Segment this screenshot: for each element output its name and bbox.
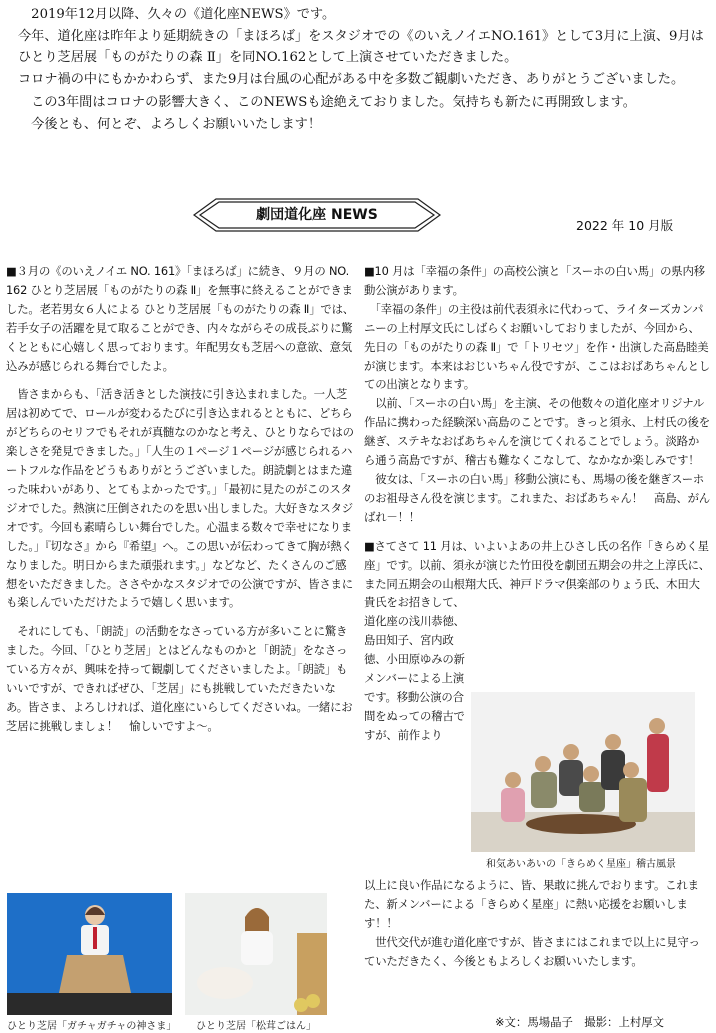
article-paragraph: ■さてさて 11 月は、いよいよあの井上ひさし氏の名作「きらめく星座」です。以前、須永が演じた竹田役を劇団五期会の井之上淳氏に、また同五期会の山根翔大氏、神戸ドラマ倶楽部のりょう氏、木田大貴氏をお招きして、 (364, 538, 710, 610)
article-paragraph: 「幸福の条件」の主役は前代表須永に代わって、ライターズカンパニーの上村厚文氏にしばらくお願いしておりましたが、今回から、先日の「ものがたりの森 Ⅱ」で「トリセツ」を作・出演した高島睦美が演じます。本来はおじいちゃん役ですが、ここはおばあちゃんとしての出演となります。 (364, 301, 710, 392)
intro-message (18, 4, 708, 135)
article-paragraph: それにしても、「朗読」の活動をなさっている方が多いことに驚きました。今回、「ひとり芝居」とはどんなものかと「朗読」をなさっている方々が、興味を持って観劇してくださいましたよ。「朗読」もいいですが、できればぜひ、「芝居」にも挑戦していただきたいなあ。皆さま、よろしければ、道化座にいらしてくださいね。一緒にお芝居に挑戦しましょ！ 愉しいですよ～。 (6, 624, 353, 733)
left-column (6, 262, 356, 736)
intro-line: 今後とも、何とぞ、よろしくお願いいたします！ (18, 116, 322, 132)
news-banner (192, 197, 442, 233)
article-wrap-text: 道化座の浅川恭徳、島田知子、宮内政徳、小田原ゆみの新メンバーによる上演です。移動公演の合間をぬっての稽古ですが、前作より (364, 614, 465, 742)
credit-line: ※文：馬場晶子 撮影：上村厚文 (495, 1015, 665, 1029)
performance-photo-caption: ひとり芝居「松茸ごはん」 (196, 1021, 316, 1032)
article-paragraph: 世代交代が進む道化座ですが、皆さまにはこれまで以上に見守っていただきたく、今後ともよろしくお願いいたします。 (364, 934, 700, 968)
right-column-continued (364, 876, 710, 971)
right-column (364, 262, 710, 745)
intro-line: この3年間はコロナの影響大きく、このNEWSも途絶えておりました。気持ちも新たに再開致します。 (18, 95, 636, 110)
intro-line: 2019年12月以降、久々の《道化座NEWS》です。 (18, 7, 336, 22)
performance-photo-caption: ひとり芝居「ガチャガチャの神さま」 (7, 1021, 177, 1032)
performance-photo-gachagacha (7, 893, 172, 1015)
rehearsal-photo-caption: 和気あいあいの「きらめく星座」稽古風景 (486, 859, 676, 870)
issue-date: 2022 年 10 月版 (576, 218, 674, 233)
article-paragraph: 以上に良い作品になるように、皆、果敢に挑んでおります。これまた、新メンバーによる「きらめく星座」に熱い応援をお願いします！！ (364, 878, 699, 930)
article-paragraph: 以前、「スーホの白い馬」を主演、その他数々の道化座オリジナル作品に携わった経験深い高島のことです。きっと須永、上村氏の後を継ぎ、ステキなおばあちゃんを演じてくれることでしょう。淡路から通う高島ですが、稽古も難なくこなして、なかなか楽しみです！ (364, 396, 710, 468)
article-paragraph: ■３月の《のいえノイエ NO. 161》「まほろば」に続き、９月の NO. 162 ひとり芝居展「ものがたりの森 Ⅱ」を無事に終えることができました。老若男女６人による ひとり芝居展「ものがたりの森 Ⅱ」では、若手女子の活躍を見て取ることができ、内々ながらその成長ぶりに驚くとともに心嬉しく思っております。年配男女も芝居への意欲、意気込みが感じられる舞台でしたよ。 (6, 264, 354, 373)
rehearsal-photo (471, 692, 695, 852)
intro-line: コロナ禍の中にもかかわらず、また9月は台風の心配がある中を多数ご観劇いただき、ありがとうございました。 (18, 71, 685, 87)
intro-line: 今年、道化座は昨年より延期続きの「まほろば」をスタジオでの《のいえノイエNO.161》として3月に上演、9月はひとり芝居展「ものがたりの森 Ⅱ」を同NO.162として上演させていただきました。 (18, 28, 704, 65)
performance-photo-matsutake (185, 893, 327, 1015)
article-paragraph: 彼女は、「スーホの白い馬」移動公演にも、馬場の後を継ぎスーホのお祖母さん役を演じます。これまた、おばあちゃん！ 高島、がんばれ－！！ (364, 471, 710, 524)
article-paragraph: ■10 月は「幸福の条件」の高校公演と「スーホの白い馬」の県内移動公演があります。 (364, 264, 705, 297)
banner-title: 劇団道化座 NEWS (256, 207, 378, 223)
article-paragraph: 皆さまからも、「活き活きとした演技に引き込まれました。一人芝居は初めてで、ロールが変わるたびに引き込まれるとともに、どちらがどちらのセリフでもそれが真髄なのかなと考え、ひとりならではの楽しさを発見できました。」「人生の１ページ１ページが感じられるハートフルな作品をどうもありがとうございました。朗読劇とはまた違った味わいがあり、とてもよかったです。」「最初に見たのがこのスタジオでした。熱演に圧倒されたのを思い出しました。大好きなスタジオです。今回も素晴らしい舞台でした。心温まる数々で幸せになりました。」『切なさ』から『希望』へ。この思いが伝わってきて胸が熱くなりました。明日からまた頑張れます。」などなど、たくさんのご感想をいただきました。ささやかなスタジオでの公演ですが、皆さまにも楽しんでいただけたようで嬉しく思います。 (6, 387, 354, 610)
